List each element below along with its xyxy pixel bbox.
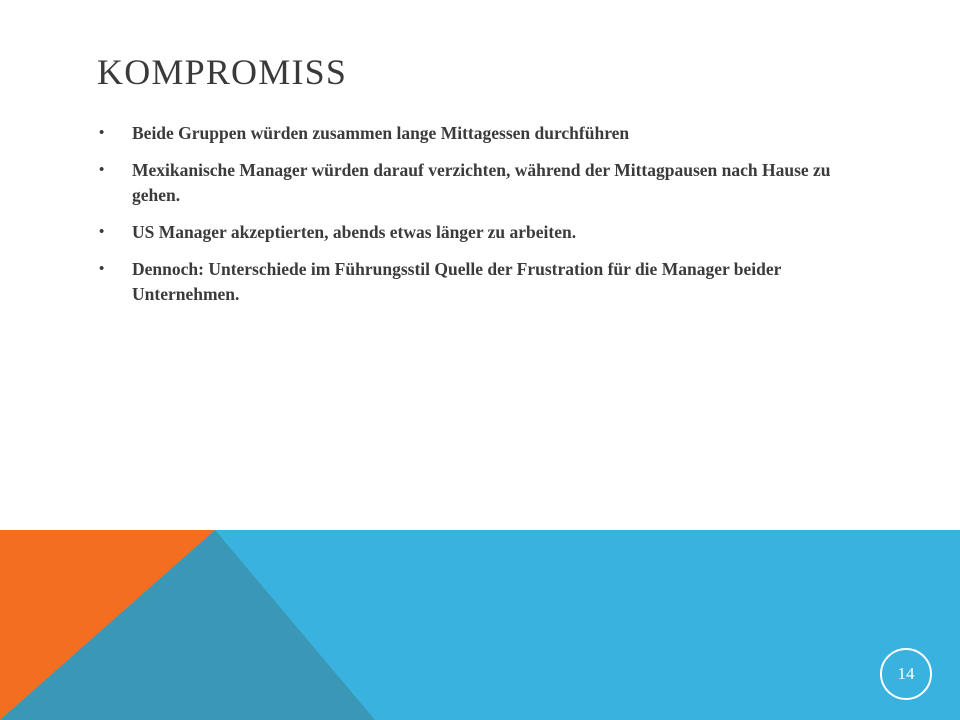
slide-title: KOMPROMISS — [97, 52, 348, 92]
bullet-list — [97, 121, 857, 319]
page-number-badge — [880, 648, 932, 700]
bullet-item — [97, 220, 857, 245]
bullet-item — [97, 158, 857, 208]
bullet-text: US Manager akzeptierten, abends etwas länger zu arbeiten. — [132, 222, 577, 242]
bullet-marker-icon: • — [99, 125, 105, 141]
bullet-marker-icon: • — [99, 162, 105, 178]
bullet-text: Beide Gruppen würden zusammen lange Mittagessen durchführen — [132, 123, 630, 143]
bullet-marker-icon: • — [99, 261, 105, 277]
bullet-marker-icon: • — [99, 224, 105, 240]
page-number: 14 — [897, 664, 915, 683]
bullet-item — [97, 121, 857, 146]
bullet-text: Dennoch: Unterschiede im Führungsstil Quelle der Frustration für die Manager beider Unternehmen. — [132, 259, 782, 304]
bullet-text: Mexikanische Manager würden darauf verzichten, während der Mittagpausen nach Hause zu gehen. — [132, 160, 831, 205]
bullet-item — [97, 257, 857, 307]
decorative-footer-band — [0, 530, 960, 720]
